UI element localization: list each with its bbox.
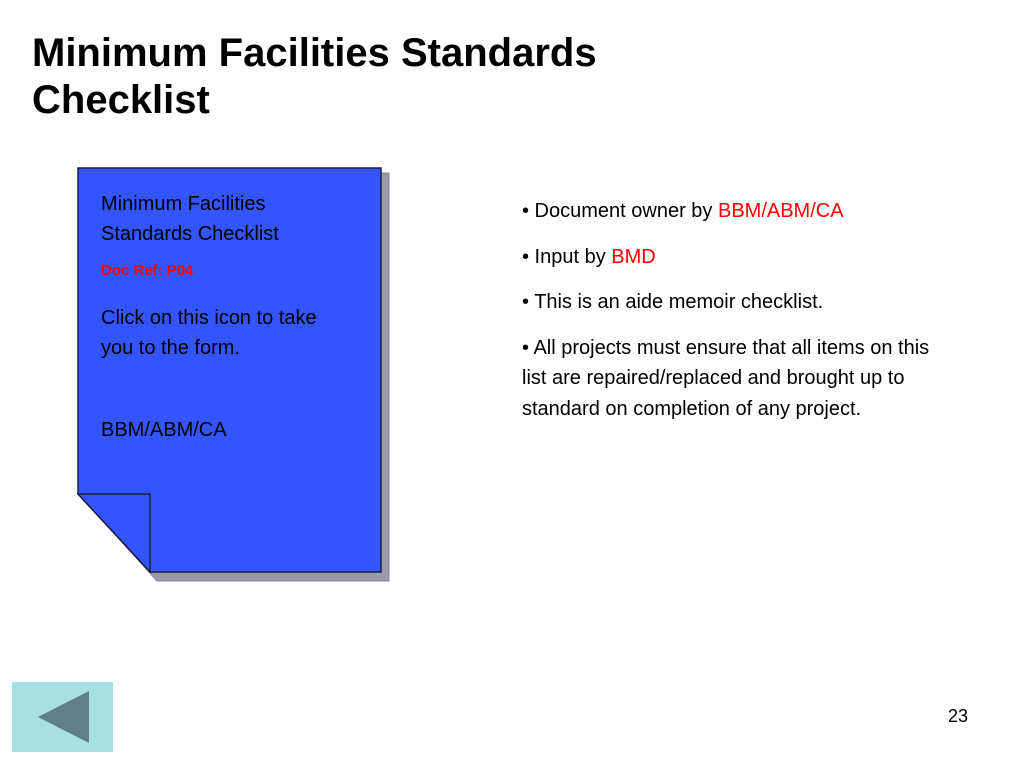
bullet-input-by [522, 242, 952, 273]
document-icon-link[interactable] [77, 167, 392, 585]
document-reference: Doc Ref: P04 [101, 262, 194, 279]
document-title: Minimum Facilities Standards Checklist [101, 193, 279, 245]
back-arrow-icon [12, 682, 113, 752]
slide-title: Minimum Facilities Standards Checklist [32, 31, 597, 122]
bullet-text: • This is an aide memoir checklist. [522, 291, 824, 313]
document-instruction: Click on this icon to take you to the form. [101, 307, 317, 359]
bullet-text: • Input by [522, 245, 612, 268]
bullet-aide-memoir [522, 287, 952, 318]
bullet-all-projects [522, 333, 952, 425]
page-number: 23 [947, 706, 968, 726]
bullet-text: • Document owner by [522, 200, 718, 222]
bullet-highlight: BMD [611, 245, 656, 268]
bullet-highlight: BBM/ABM/CA [717, 200, 844, 222]
document-owner: BBM/ABM/CA [101, 419, 227, 441]
bullet-document-owner [522, 196, 952, 227]
back-button[interactable] [12, 682, 113, 752]
bullet-text: • All projects must ensure that all items on this list are repaired/replaced and brought up to standard on completion of any project. [522, 336, 930, 420]
info-bullet-list [522, 196, 952, 439]
document-label [101, 189, 351, 445]
